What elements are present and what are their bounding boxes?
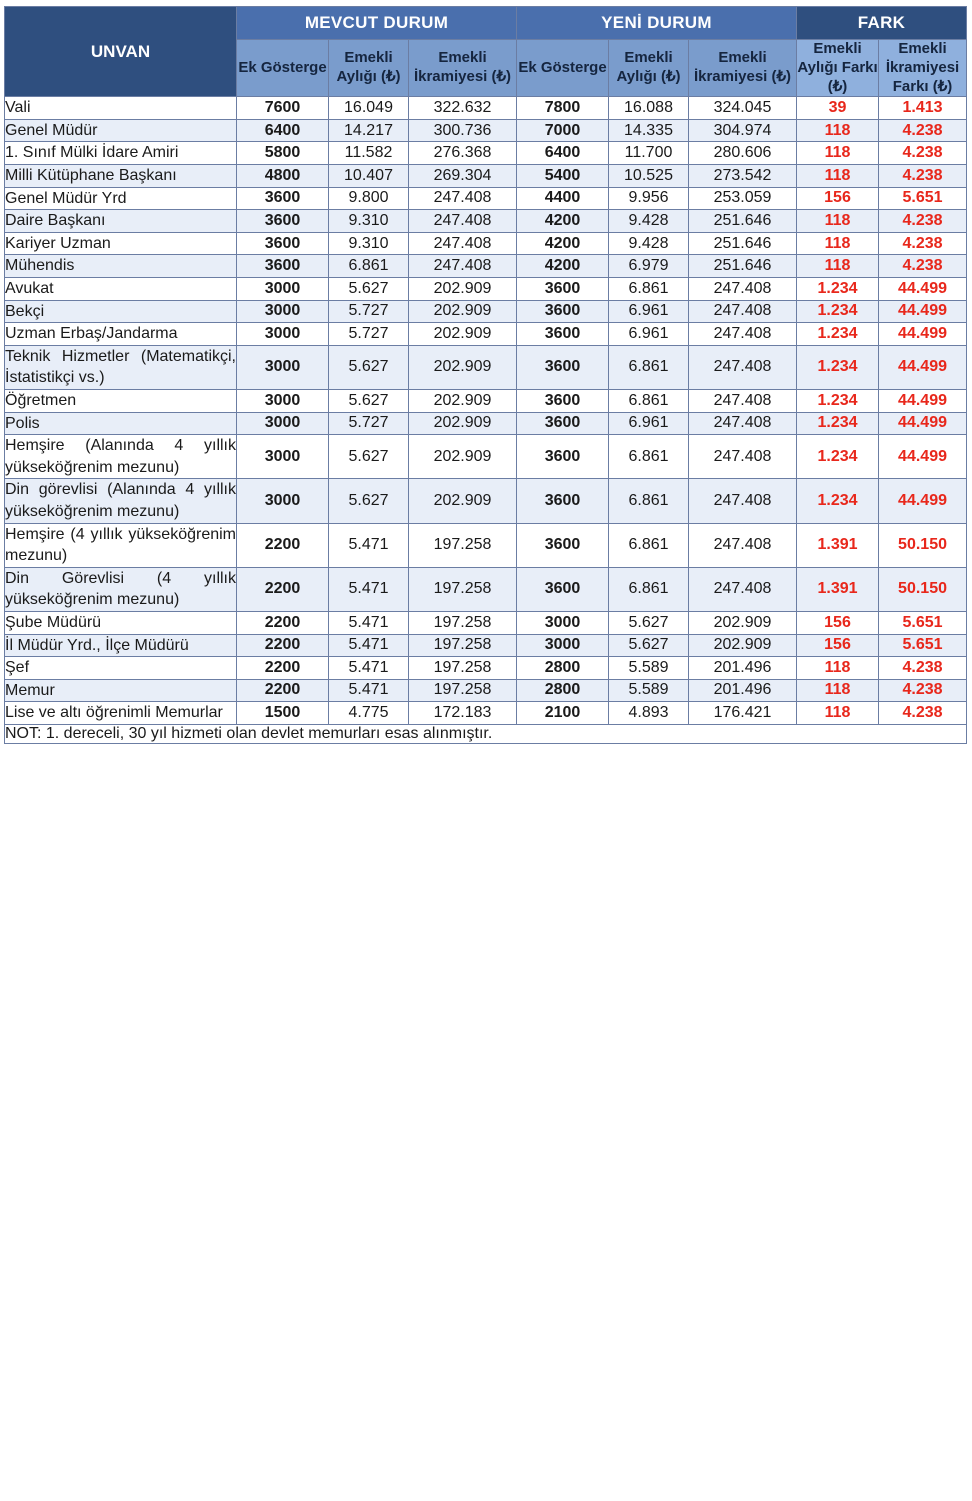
cell-mevcut-emekli-ikramiyesi: 197.258 (409, 679, 517, 702)
cell-yeni-ek-gosterge: 3600 (517, 278, 609, 301)
column-header-mevcut-emekli-ikramiyesi: Emekli İkramiyesi (₺) (409, 40, 517, 97)
cell-yeni-emekli-ikramiyesi: 247.408 (689, 323, 797, 346)
cell-mevcut-emekli-ikramiyesi: 197.258 (409, 611, 517, 634)
cell-mevcut-ek-gosterge: 3000 (237, 479, 329, 523)
table-row (5, 657, 967, 680)
cell-yeni-ek-gosterge: 6400 (517, 142, 609, 165)
cell-yeni-ek-gosterge: 3600 (517, 523, 609, 567)
cell-yeni-emekli-ikramiyesi: 324.045 (689, 97, 797, 120)
table-row (5, 165, 967, 188)
cell-yeni-ek-gosterge: 3000 (517, 611, 609, 634)
cell-mevcut-emekli-ayligi: 14.217 (329, 119, 409, 142)
cell-unvan: Genel Müdür Yrd (5, 187, 237, 210)
cell-unvan: Milli Kütüphane Başkanı (5, 165, 237, 188)
table-row (5, 187, 967, 210)
table-row (5, 702, 967, 725)
cell-mevcut-emekli-ayligi: 5.627 (329, 278, 409, 301)
cell-mevcut-emekli-ayligi: 11.582 (329, 142, 409, 165)
cell-yeni-emekli-ayligi: 6.979 (609, 255, 689, 278)
cell-unvan: Genel Müdür (5, 119, 237, 142)
table-row (5, 232, 967, 255)
cell-yeni-emekli-ayligi: 6.861 (609, 435, 689, 479)
cell-fark-emekli-ayligi: 1.234 (797, 278, 879, 301)
cell-fark-emekli-ikramiyesi: 4.238 (879, 119, 967, 142)
table-group-header-row (5, 7, 967, 40)
cell-mevcut-ek-gosterge: 3000 (237, 345, 329, 389)
cell-yeni-emekli-ikramiyesi: 247.408 (689, 300, 797, 323)
cell-mevcut-ek-gosterge: 3000 (237, 412, 329, 435)
cell-mevcut-ek-gosterge: 2200 (237, 567, 329, 611)
cell-yeni-ek-gosterge: 5400 (517, 165, 609, 188)
cell-mevcut-emekli-ayligi: 5.627 (329, 479, 409, 523)
cell-yeni-ek-gosterge: 3600 (517, 345, 609, 389)
cell-yeni-emekli-ikramiyesi: 247.408 (689, 345, 797, 389)
cell-mevcut-ek-gosterge: 7600 (237, 97, 329, 120)
cell-mevcut-ek-gosterge: 3600 (237, 210, 329, 233)
cell-fark-emekli-ikramiyesi: 44.499 (879, 435, 967, 479)
cell-yeni-ek-gosterge: 3600 (517, 435, 609, 479)
cell-fark-emekli-ikramiyesi: 44.499 (879, 479, 967, 523)
cell-mevcut-ek-gosterge: 3600 (237, 232, 329, 255)
column-header-yeni-ek-gosterge: Ek Gösterge (517, 40, 609, 97)
cell-mevcut-emekli-ikramiyesi: 247.408 (409, 210, 517, 233)
cell-yeni-emekli-ayligi: 9.956 (609, 187, 689, 210)
cell-yeni-ek-gosterge: 3600 (517, 323, 609, 346)
table-row (5, 278, 967, 301)
table-row (5, 523, 967, 567)
cell-mevcut-emekli-ikramiyesi: 322.632 (409, 97, 517, 120)
column-header-yeni-emekli-ikramiyesi: Emekli İkramiyesi (₺) (689, 40, 797, 97)
cell-mevcut-emekli-ikramiyesi: 247.408 (409, 255, 517, 278)
cell-mevcut-emekli-ayligi: 5.471 (329, 657, 409, 680)
cell-mevcut-emekli-ayligi: 5.727 (329, 323, 409, 346)
cell-unvan: Din Görevlisi (4 yıllık yükseköğrenim mezunu) (5, 567, 237, 611)
cell-mevcut-emekli-ayligi: 4.775 (329, 702, 409, 725)
cell-mevcut-ek-gosterge: 2200 (237, 657, 329, 680)
cell-fark-emekli-ayligi: 156 (797, 187, 879, 210)
cell-yeni-ek-gosterge: 4200 (517, 210, 609, 233)
cell-unvan: Kariyer Uzman (5, 232, 237, 255)
cell-mevcut-ek-gosterge: 4800 (237, 165, 329, 188)
cell-yeni-emekli-ayligi: 6.861 (609, 278, 689, 301)
cell-unvan: Daire Başkanı (5, 210, 237, 233)
cell-fark-emekli-ayligi: 118 (797, 255, 879, 278)
cell-fark-emekli-ayligi: 1.391 (797, 523, 879, 567)
salary-comparison-table (4, 6, 967, 744)
cell-mevcut-ek-gosterge: 2200 (237, 523, 329, 567)
cell-yeni-ek-gosterge: 4200 (517, 255, 609, 278)
cell-mevcut-emekli-ayligi: 5.471 (329, 567, 409, 611)
cell-fark-emekli-ikramiyesi: 4.238 (879, 702, 967, 725)
column-header-fark-emekli-ikramiyesi: Emekli İkramiyesi Farkı (₺) (879, 40, 967, 97)
cell-fark-emekli-ikramiyesi: 50.150 (879, 567, 967, 611)
cell-yeni-emekli-ikramiyesi: 247.408 (689, 567, 797, 611)
cell-yeni-ek-gosterge: 3600 (517, 567, 609, 611)
cell-fark-emekli-ayligi: 118 (797, 165, 879, 188)
cell-unvan: Vali (5, 97, 237, 120)
cell-yeni-emekli-ikramiyesi: 247.408 (689, 389, 797, 412)
cell-yeni-ek-gosterge: 7800 (517, 97, 609, 120)
cell-yeni-emekli-ayligi: 6.961 (609, 412, 689, 435)
cell-unvan: Avukat (5, 278, 237, 301)
cell-unvan: Uzman Erbaş/Jandarma (5, 323, 237, 346)
cell-mevcut-emekli-ikramiyesi: 202.909 (409, 345, 517, 389)
cell-yeni-ek-gosterge: 3000 (517, 634, 609, 657)
cell-unvan: Şef (5, 657, 237, 680)
cell-fark-emekli-ayligi: 156 (797, 611, 879, 634)
cell-yeni-emekli-ayligi: 6.861 (609, 523, 689, 567)
cell-yeni-emekli-ayligi: 10.525 (609, 165, 689, 188)
note-row (5, 724, 967, 743)
cell-mevcut-ek-gosterge: 3600 (237, 187, 329, 210)
cell-mevcut-ek-gosterge: 2200 (237, 634, 329, 657)
cell-yeni-emekli-ikramiyesi: 247.408 (689, 278, 797, 301)
cell-mevcut-emekli-ayligi: 5.627 (329, 389, 409, 412)
table-row (5, 435, 967, 479)
cell-mevcut-ek-gosterge: 3000 (237, 435, 329, 479)
cell-yeni-ek-gosterge: 3600 (517, 412, 609, 435)
cell-fark-emekli-ayligi: 1.391 (797, 567, 879, 611)
cell-fark-emekli-ayligi: 156 (797, 634, 879, 657)
cell-fark-emekli-ayligi: 118 (797, 657, 879, 680)
cell-mevcut-emekli-ayligi: 5.471 (329, 523, 409, 567)
cell-yeni-ek-gosterge: 4200 (517, 232, 609, 255)
cell-unvan: İl Müdür Yrd., İlçe Müdürü (5, 634, 237, 657)
cell-fark-emekli-ayligi: 118 (797, 119, 879, 142)
cell-mevcut-emekli-ayligi: 9.310 (329, 232, 409, 255)
cell-mevcut-ek-gosterge: 3000 (237, 323, 329, 346)
cell-unvan: 1. Sınıf Mülki İdare Amiri (5, 142, 237, 165)
column-header-fark-emekli-ayligi: Emekli Aylığı Farkı (₺) (797, 40, 879, 97)
table-row (5, 97, 967, 120)
table-row (5, 345, 967, 389)
cell-yeni-emekli-ikramiyesi: 201.496 (689, 679, 797, 702)
cell-yeni-ek-gosterge: 3600 (517, 300, 609, 323)
cell-yeni-emekli-ayligi: 6.961 (609, 300, 689, 323)
cell-fark-emekli-ikramiyesi: 4.238 (879, 232, 967, 255)
cell-fark-emekli-ikramiyesi: 44.499 (879, 323, 967, 346)
cell-fark-emekli-ikramiyesi: 5.651 (879, 611, 967, 634)
cell-fark-emekli-ayligi: 118 (797, 210, 879, 233)
cell-mevcut-ek-gosterge: 5800 (237, 142, 329, 165)
table-row (5, 210, 967, 233)
cell-yeni-emekli-ikramiyesi: 201.496 (689, 657, 797, 680)
cell-yeni-emekli-ayligi: 6.961 (609, 323, 689, 346)
cell-mevcut-emekli-ayligi: 6.861 (329, 255, 409, 278)
cell-yeni-emekli-ayligi: 6.861 (609, 345, 689, 389)
cell-mevcut-emekli-ikramiyesi: 202.909 (409, 435, 517, 479)
cell-unvan: Mühendis (5, 255, 237, 278)
cell-yeni-emekli-ayligi: 5.589 (609, 679, 689, 702)
cell-fark-emekli-ayligi: 1.234 (797, 389, 879, 412)
cell-mevcut-emekli-ayligi: 9.310 (329, 210, 409, 233)
cell-mevcut-emekli-ikramiyesi: 172.183 (409, 702, 517, 725)
cell-mevcut-emekli-ikramiyesi: 247.408 (409, 232, 517, 255)
column-header-mevcut-emekli-ayligi: Emekli Aylığı (₺) (329, 40, 409, 97)
cell-mevcut-emekli-ikramiyesi: 197.258 (409, 657, 517, 680)
cell-fark-emekli-ayligi: 1.234 (797, 435, 879, 479)
cell-mevcut-ek-gosterge: 6400 (237, 119, 329, 142)
cell-mevcut-emekli-ikramiyesi: 269.304 (409, 165, 517, 188)
group-header-yeni-durum: YENİ DURUM (517, 7, 797, 40)
cell-fark-emekli-ikramiyesi: 44.499 (879, 412, 967, 435)
column-header-yeni-emekli-ayligi: Emekli Aylığı (₺) (609, 40, 689, 97)
cell-fark-emekli-ikramiyesi: 4.238 (879, 679, 967, 702)
cell-yeni-emekli-ikramiyesi: 253.059 (689, 187, 797, 210)
column-header-unvan: UNVAN (5, 7, 237, 97)
cell-unvan: Memur (5, 679, 237, 702)
cell-fark-emekli-ikramiyesi: 44.499 (879, 300, 967, 323)
cell-yeni-emekli-ikramiyesi: 176.421 (689, 702, 797, 725)
cell-fark-emekli-ayligi: 1.234 (797, 479, 879, 523)
cell-unvan: Hemşire (Alanında 4 yıllık yükseköğrenim mezunu) (5, 435, 237, 479)
table-footer (5, 724, 967, 743)
cell-mevcut-ek-gosterge: 1500 (237, 702, 329, 725)
cell-yeni-emekli-ayligi: 5.627 (609, 611, 689, 634)
cell-yeni-ek-gosterge: 3600 (517, 389, 609, 412)
cell-mevcut-emekli-ikramiyesi: 202.909 (409, 479, 517, 523)
cell-mevcut-emekli-ayligi: 5.727 (329, 412, 409, 435)
cell-mevcut-emekli-ikramiyesi: 197.258 (409, 567, 517, 611)
cell-fark-emekli-ikramiyesi: 50.150 (879, 523, 967, 567)
cell-mevcut-emekli-ayligi: 5.627 (329, 345, 409, 389)
cell-mevcut-emekli-ikramiyesi: 300.736 (409, 119, 517, 142)
cell-mevcut-ek-gosterge: 2200 (237, 611, 329, 634)
cell-unvan: Teknik Hizmetler (Matematikçi, İstatistikçi vs.) (5, 345, 237, 389)
table-row (5, 119, 967, 142)
cell-fark-emekli-ayligi: 1.234 (797, 323, 879, 346)
table-row (5, 142, 967, 165)
table-header (5, 7, 967, 97)
cell-fark-emekli-ayligi: 118 (797, 232, 879, 255)
cell-yeni-ek-gosterge: 3600 (517, 479, 609, 523)
cell-mevcut-emekli-ikramiyesi: 247.408 (409, 187, 517, 210)
cell-yeni-emekli-ayligi: 6.861 (609, 389, 689, 412)
cell-yeni-ek-gosterge: 4400 (517, 187, 609, 210)
cell-yeni-emekli-ikramiyesi: 247.408 (689, 435, 797, 479)
cell-yeni-emekli-ikramiyesi: 280.606 (689, 142, 797, 165)
cell-unvan: Din görevlisi (Alanında 4 yıllık yükseköğrenim mezunu) (5, 479, 237, 523)
table-body (5, 97, 967, 725)
cell-fark-emekli-ikramiyesi: 4.238 (879, 210, 967, 233)
cell-yeni-ek-gosterge: 7000 (517, 119, 609, 142)
cell-yeni-emekli-ayligi: 6.861 (609, 567, 689, 611)
cell-yeni-emekli-ikramiyesi: 202.909 (689, 634, 797, 657)
cell-unvan: Öğretmen (5, 389, 237, 412)
cell-unvan: Lise ve altı öğrenimli Memurlar (5, 702, 237, 725)
cell-fark-emekli-ayligi: 1.234 (797, 300, 879, 323)
cell-yeni-ek-gosterge: 2800 (517, 679, 609, 702)
table-row (5, 323, 967, 346)
cell-yeni-emekli-ayligi: 9.428 (609, 210, 689, 233)
cell-yeni-emekli-ikramiyesi: 247.408 (689, 523, 797, 567)
cell-unvan: Hemşire (4 yıllık yükseköğrenim mezunu) (5, 523, 237, 567)
cell-yeni-emekli-ayligi: 11.700 (609, 142, 689, 165)
salary-comparison-table-container (0, 0, 972, 748)
cell-unvan: Polis (5, 412, 237, 435)
cell-mevcut-emekli-ayligi: 16.049 (329, 97, 409, 120)
cell-yeni-emekli-ikramiyesi: 251.646 (689, 210, 797, 233)
cell-yeni-emekli-ayligi: 14.335 (609, 119, 689, 142)
cell-yeni-emekli-ikramiyesi: 247.408 (689, 479, 797, 523)
table-row (5, 679, 967, 702)
cell-mevcut-ek-gosterge: 3000 (237, 278, 329, 301)
cell-yeni-emekli-ayligi: 4.893 (609, 702, 689, 725)
cell-fark-emekli-ikramiyesi: 5.651 (879, 634, 967, 657)
cell-mevcut-emekli-ikramiyesi: 202.909 (409, 300, 517, 323)
cell-yeni-emekli-ikramiyesi: 251.646 (689, 255, 797, 278)
cell-mevcut-emekli-ayligi: 9.800 (329, 187, 409, 210)
cell-fark-emekli-ayligi: 118 (797, 702, 879, 725)
cell-mevcut-emekli-ikramiyesi: 202.909 (409, 323, 517, 346)
column-header-mevcut-ek-gosterge: Ek Gösterge (237, 40, 329, 97)
cell-yeni-emekli-ikramiyesi: 202.909 (689, 611, 797, 634)
cell-yeni-emekli-ikramiyesi: 247.408 (689, 412, 797, 435)
cell-fark-emekli-ayligi: 39 (797, 97, 879, 120)
cell-yeni-emekli-ayligi: 9.428 (609, 232, 689, 255)
cell-mevcut-emekli-ayligi: 5.471 (329, 679, 409, 702)
table-row (5, 567, 967, 611)
cell-fark-emekli-ikramiyesi: 44.499 (879, 278, 967, 301)
cell-mevcut-emekli-ayligi: 5.627 (329, 435, 409, 479)
table-row (5, 611, 967, 634)
table-row (5, 255, 967, 278)
cell-unvan: Bekçi (5, 300, 237, 323)
group-header-mevcut-durum: MEVCUT DURUM (237, 7, 517, 40)
cell-yeni-emekli-ayligi: 5.589 (609, 657, 689, 680)
cell-yeni-emekli-ikramiyesi: 304.974 (689, 119, 797, 142)
cell-mevcut-emekli-ikramiyesi: 202.909 (409, 412, 517, 435)
cell-fark-emekli-ayligi: 1.234 (797, 412, 879, 435)
cell-mevcut-emekli-ayligi: 10.407 (329, 165, 409, 188)
cell-yeni-emekli-ayligi: 6.861 (609, 479, 689, 523)
cell-yeni-emekli-ayligi: 16.088 (609, 97, 689, 120)
cell-fark-emekli-ikramiyesi: 44.499 (879, 345, 967, 389)
cell-mevcut-emekli-ikramiyesi: 202.909 (409, 389, 517, 412)
cell-fark-emekli-ikramiyesi: 4.238 (879, 142, 967, 165)
cell-yeni-emekli-ikramiyesi: 251.646 (689, 232, 797, 255)
cell-fark-emekli-ayligi: 118 (797, 142, 879, 165)
cell-fark-emekli-ikramiyesi: 4.238 (879, 255, 967, 278)
cell-yeni-ek-gosterge: 2100 (517, 702, 609, 725)
cell-mevcut-ek-gosterge: 2200 (237, 679, 329, 702)
cell-fark-emekli-ikramiyesi: 5.651 (879, 187, 967, 210)
table-row (5, 479, 967, 523)
cell-mevcut-emekli-ikramiyesi: 276.368 (409, 142, 517, 165)
cell-mevcut-ek-gosterge: 3600 (237, 255, 329, 278)
cell-unvan: Şube Müdürü (5, 611, 237, 634)
table-row (5, 300, 967, 323)
cell-fark-emekli-ikramiyesi: 4.238 (879, 165, 967, 188)
cell-mevcut-emekli-ayligi: 5.727 (329, 300, 409, 323)
cell-mevcut-emekli-ikramiyesi: 197.258 (409, 634, 517, 657)
cell-yeni-emekli-ikramiyesi: 273.542 (689, 165, 797, 188)
cell-mevcut-ek-gosterge: 3000 (237, 389, 329, 412)
table-note: NOT: 1. dereceli, 30 yıl hizmeti olan devlet memurları esas alınmıştır. (5, 724, 967, 743)
cell-fark-emekli-ayligi: 118 (797, 679, 879, 702)
cell-mevcut-emekli-ayligi: 5.471 (329, 611, 409, 634)
cell-fark-emekli-ayligi: 1.234 (797, 345, 879, 389)
group-header-fark: FARK (797, 7, 967, 40)
cell-yeni-emekli-ayligi: 5.627 (609, 634, 689, 657)
cell-fark-emekli-ikramiyesi: 44.499 (879, 389, 967, 412)
cell-mevcut-emekli-ikramiyesi: 197.258 (409, 523, 517, 567)
cell-mevcut-emekli-ayligi: 5.471 (329, 634, 409, 657)
cell-mevcut-ek-gosterge: 3000 (237, 300, 329, 323)
cell-fark-emekli-ikramiyesi: 1.413 (879, 97, 967, 120)
cell-mevcut-emekli-ikramiyesi: 202.909 (409, 278, 517, 301)
table-row (5, 389, 967, 412)
cell-fark-emekli-ikramiyesi: 4.238 (879, 657, 967, 680)
cell-yeni-ek-gosterge: 2800 (517, 657, 609, 680)
table-row (5, 634, 967, 657)
table-row (5, 412, 967, 435)
